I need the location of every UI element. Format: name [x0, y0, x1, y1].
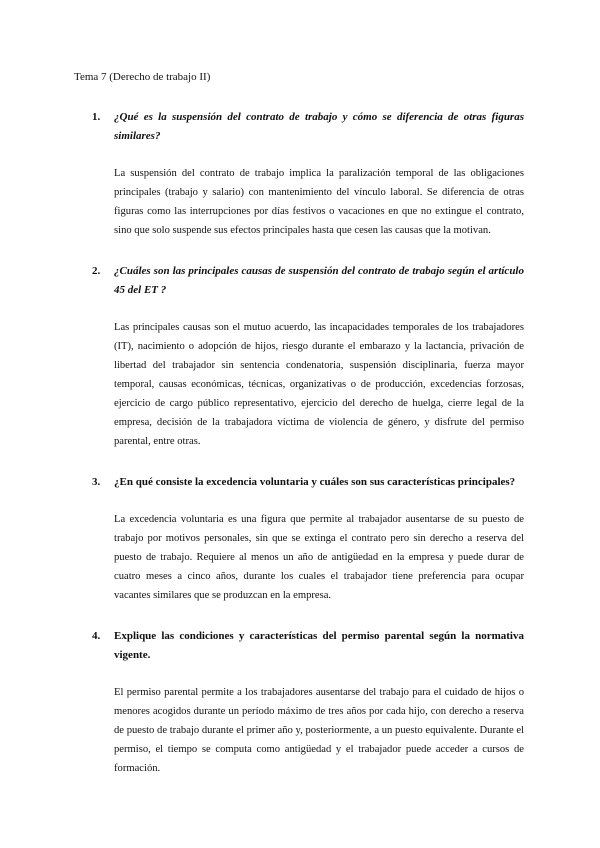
question-number: 4. [92, 630, 101, 642]
question-text: ¿En qué consiste la excedencia voluntaria y cuáles son sus características principales? [114, 476, 516, 488]
answer-3: La excedencia voluntaria es una figura que permite al trabajador ausentarse de su puesto de trabajo por motivos personales, sin que se extinga el contrato pero sin derecho a reserva del puesto de trabajo. Requiere al menos un año de antigüedad en la empresa y puede durar de cuatro meses a cinco años, durante los cuales el trabajador tiene preferencia para ocupar vacantes similares que se produzcan en la empresa. [114, 514, 524, 601]
answer-2: Las principales causas son el mutuo acuerdo, las incapacidades temporales de los trabajadores (IT), nacimiento o adopción de hijos, riesgo durante el embarazo y la lactancia, privación de libertad del trabajador sin sentencia condenatoria, suspensión disciplinaria, fuerza mayor temporal, causas económicas, técnicas, organizativas o de producción, excedencias forzosas, ejercicio de cargo público representativo, ejercicio del derecho de huelga, cierre legal de la empresa, decisión de la trabajadora víctima de violencia de género, y disfrute del permiso parental, entre otras. [114, 322, 524, 447]
question-4 [92, 627, 524, 665]
question-number: 2. [92, 265, 101, 277]
question-3 [92, 473, 524, 492]
question-number: 1. [92, 111, 101, 123]
answer-4: El permiso parental permite a los trabajadores ausentarse del trabajo para el cuidado de hijos o menores acogidos durante un período máximo de tres años por cada hijo, con derecho a reserva de puesto de trabajo durante el primer año y, posteriormente, a un puesto equivalente. Durante el permiso, el tiempo se computa como antigüedad y el trabajador puede acceder a cursos de formación. [114, 687, 524, 774]
question-number: 3. [92, 476, 101, 488]
question-1 [92, 108, 524, 146]
question-text: ¿Cuáles son las principales causas de suspensión del contrato de trabajo según el artículo 45 del ET ? [114, 265, 524, 296]
question-text: ¿Qué es la suspensión del contrato de trabajo y cómo se diferencia de otras figuras similares? [114, 111, 524, 142]
answer-1: La suspensión del contrato de trabajo implica la paralización temporal de las obligaciones principales (trabajo y salario) con mantenimiento del vínculo laboral. Se diferencia de otras figuras como las interrupciones por días festivos o vacaciones en que no extingue el contrato, sino que solo suspende sus efectos principales hasta que cesen las causas que la motivan. [114, 168, 524, 236]
document-title: Tema 7 (Derecho de trabajo II) [74, 71, 211, 83]
question-text: Explique las condiciones y características del permiso parental según la normativa vigente. [114, 630, 524, 661]
question-2 [92, 262, 524, 300]
